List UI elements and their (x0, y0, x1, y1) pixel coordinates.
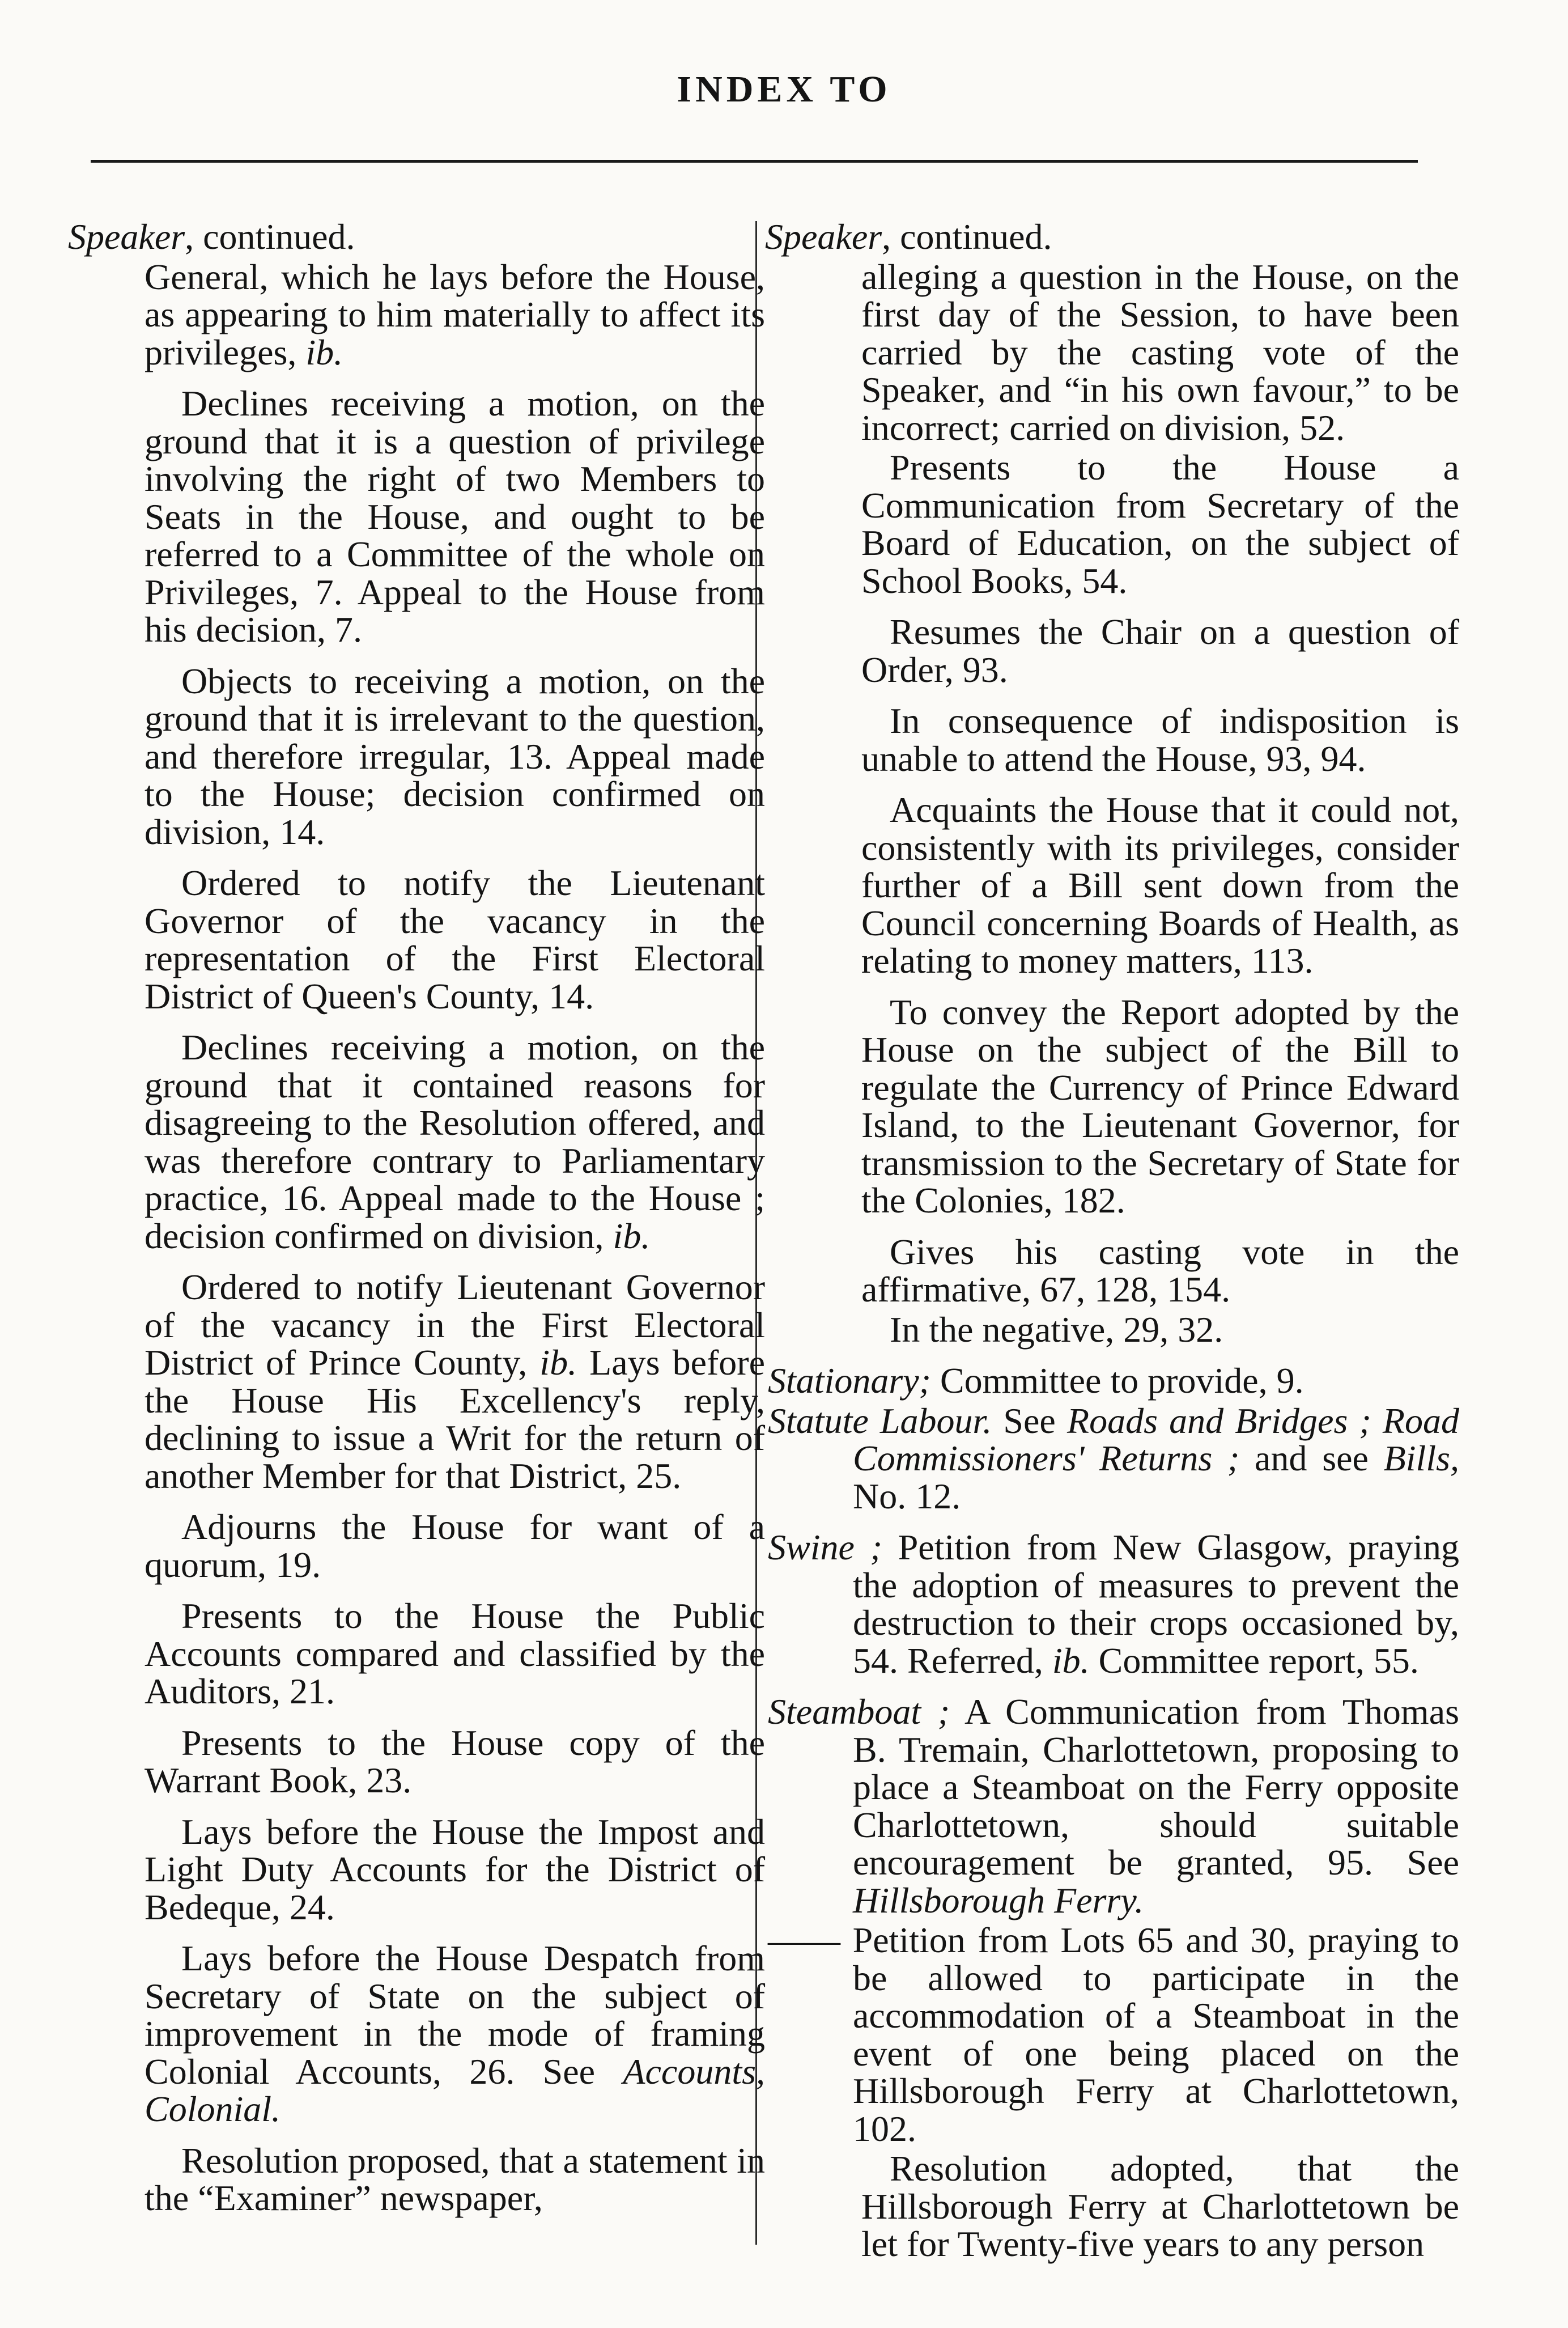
index-entry: Presents to the House a Communication from Secretary of the Board of Education, on the subject of School Books, 54. (861, 447, 1459, 601)
index-entry (68, 1269, 765, 1495)
index-entry: In consequence of indisposition is unable to attend the House, 93, 94. (861, 701, 1459, 779)
heading-term: Speaker (765, 217, 882, 257)
index-entry-steamboat (765, 1693, 1459, 1919)
entry-text: Petition from Lots 65 and 30, praying to be allowed to participate in the accommodation of a Steamboat in the event of one being placed on the Hillsborough Ferry at Charlottetown, 102. (840, 1920, 1459, 2149)
header-rule (91, 160, 1418, 163)
heading-suffix: , continued. (882, 217, 1052, 257)
heading-suffix: , continued. (185, 217, 355, 257)
index-entry: To convey the Report adopted by the House on the subject of the Bill to regulate the Currency of Prince Edward Island, to the Lieutenant Governor, for transmission to the Secretary of State for the Colonies, 182. (861, 991, 1459, 1220)
cross-reference: Roads and Bridges ; Road Commissioners' Returns ; (853, 1400, 1460, 1478)
right-column (765, 218, 1459, 2277)
index-entry: Resumes the Chair on a question of Order, 93. (861, 612, 1459, 690)
cross-reference: Accounts, Colonial. (145, 2051, 765, 2129)
entry-text: Petition from New Glasgow, praying the adoption of measures to prevent the destruction to their crops occasioned by, 54. Referred, (853, 1527, 1460, 1681)
entry-text: See (992, 1400, 1067, 1441)
index-entry: Gives his casting vote in the affirmative, 67, 128, 154. (861, 1231, 1459, 1309)
ibid-ref: ib. (305, 332, 343, 372)
index-term: Steamboat ; (768, 1691, 950, 1732)
entry-text: Lays before the House Despatch from Secretary of State on the subject of improvement in the mode of framing Colonial Accounts, 26. See (145, 1938, 765, 2092)
index-entry: In the negative, 29, 32. (890, 1309, 1223, 1350)
index-entry: Presents to the House the Public Accounts compared and classified by the Auditors, 21. (145, 1596, 765, 1711)
cross-reference: Bills, (1383, 1438, 1460, 1478)
index-entry: Declines receiving a motion, on the ground that it is a question of privilege involving the right of two Members to Seats in the House, and ought to be referred to a Committee of the whole on Privileges, 7. Appeal to the House from his decision, 7. (145, 383, 765, 650)
entry-text: Committee to provide, 9. (930, 1360, 1304, 1401)
page-header: INDEX TO (677, 69, 891, 110)
ibid-ref: ib. (1052, 1640, 1090, 1681)
index-term: Statute Labour. (768, 1400, 992, 1441)
index-entry: Resolution proposed, that a statement in the “Examiner” newspaper, (145, 2140, 765, 2218)
entry-text: Declines receiving a motion, on the ground that it contained reasons for disagreeing to the Resolution offered, and was therefore contrary to Parliamentary practice, 16. Appeal made to the House ; decision confirmed on division, (145, 1027, 765, 1256)
index-entry: Adjourns the House for want of a quorum, 19. (145, 1507, 765, 1585)
entry-text: Committee report, 55. (1089, 1640, 1419, 1681)
index-entry-swine (765, 1529, 1459, 1680)
index-term: Swine ; (768, 1527, 882, 1567)
index-term: Stationary; (768, 1360, 931, 1401)
index-entry-stationary (765, 1362, 1459, 1400)
index-entry-steamboat-petition (765, 1922, 1459, 2148)
entry-text: A Communication from Thomas B. Tremain, Charlottetown, proposing to place a Steamboat on the Ferry opposite Charlottetown, should suitable encouragement be granted, 95. See (853, 1691, 1459, 1882)
index-entry: Objects to receiving a motion, on the ground that it is irrelevant to the question, and therefore irregular, 13. Appeal made to the House; decision confirmed on division, 14. (145, 660, 765, 852)
index-entry (68, 258, 765, 372)
left-heading (68, 218, 765, 256)
index-entry: Acquaints the House that it could not, consistently with its privileges, consider further of a Bill sent down from the Council concerning Boards of Health, as relating to money matters, 113. (861, 790, 1459, 981)
index-entry: Ordered to notify the Lieutenant Governor of the vacancy in the representation of the First Electoral District of Queen's County, 14. (145, 863, 765, 1016)
heading-term: Speaker (68, 217, 185, 257)
index-entry: Presents to the House copy of the Warrant Book, 23. (145, 1722, 765, 1800)
entry-text: General, which he lays before the House, as appearing to him materially to affect its privileges, (145, 256, 765, 372)
ibid-ref: ib. (613, 1215, 651, 1256)
entry-text: No. 12. (853, 1475, 961, 1516)
index-entry: alleging a question in the House, on the first day of the Session, to have been carried by the casting vote of the Speaker, and “in his own favour,” to be incorrect; carried on division, 52. (861, 256, 1459, 448)
right-heading (765, 218, 1459, 256)
ditto-dash: —— (768, 1920, 840, 1960)
cross-reference: Hillsborough Ferry. (853, 1880, 1144, 1920)
entry-text: Ordered to notify Lieutenant Governor of the vacancy in the First Electoral District of Prince County, (145, 1267, 765, 1383)
index-entry: Resolution adopted, that the Hillsborough Ferry at Charlottetown be let for Twenty-five years to any person (861, 2148, 1459, 2264)
index-entry-statute-labour (765, 1402, 1459, 1516)
entry-text: and see (1239, 1438, 1384, 1478)
index-entry (68, 1940, 765, 2128)
left-column (68, 218, 765, 2231)
index-entry: Lays before the House the Impost and Light Duty Accounts for the District of Bedeque, 24. (145, 1811, 765, 1927)
ibid-ref: ib. (539, 1342, 577, 1383)
index-entry (68, 1029, 765, 1255)
entry-text: Lays before the House His Excellency's reply, declining to issue a Writ for the return of another Member for that District, 25. (145, 1342, 765, 1496)
